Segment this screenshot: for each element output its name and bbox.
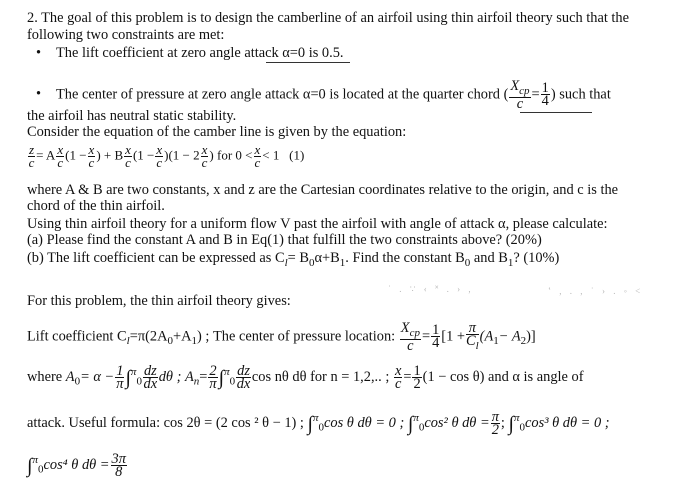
consider-line: Consider the equation of the camber line is given by the equation: — [27, 124, 407, 140]
xcp-fraction: $\frac{X_{cp}}{c}$ — [510, 78, 530, 112]
constraint-1-text: The lift coefficient at zero angle attack α=0 is 0.5. — [56, 45, 344, 61]
bullet-icon: • — [36, 86, 42, 103]
smudge-mark: ‛ , . , ˙ › . ◦ ˂ — [548, 286, 644, 296]
constraint-2: • The center of pressure at zero angle attack α=0 is located at the quarter chord ( $\frac{X_{cp}}{c}$ = $\frac{1}{4}$ ) such that — [36, 78, 611, 112]
constraint-1 — [36, 45, 344, 61]
bullet-icon: • — [36, 45, 42, 61]
part-b: (b) The lift coefficient can be expressed as $C_l= B_0\alpha+B_1$. Find the constant $B_0$ and $B_1$? (10%) — [27, 250, 560, 269]
constraint-2-text: The center of pressure at zero angle attack α=0 is located at the quarter chord ( — [56, 86, 509, 103]
underline-mark — [520, 112, 592, 113]
cos4-formula: ∫$^\pi_0$cos⁴ θ dθ = $\frac{3\pi}{8}$ — [27, 450, 126, 480]
where-line-2: chord of the thin airfoil. — [27, 198, 165, 214]
neutral-stability: the airfoil has neutral static stability. — [27, 108, 237, 124]
where-line-1: where A & B are two constants, x and z are the Cartesian coordinates relative to the origin, and c is the — [27, 182, 619, 198]
using-line: Using thin airfoil theory for a uniform flow V past the airfoil with angle of attack α, please calculate: — [27, 216, 608, 232]
underline-mark — [266, 62, 350, 63]
theory-header: For this problem, the thin airfoil theory gives: — [27, 293, 291, 309]
smudge-mark: ˙ . ∵ ‹ ˟ . › , — [388, 284, 474, 294]
part-a: (a) Please find the constant A and B in Eq(1) that fulfill the two constraints above? (20%) — [27, 232, 542, 248]
intro-line-2: following two constraints are met: — [27, 27, 225, 43]
useful-formulas: attack. Useful formula: cos 2θ = (2 cos ² θ − 1) ; ∫$^\pi_0$cos θ dθ = 0 ; ∫$^\pi_0$cos² θ dθ = $\frac{\pi}{2}$ ; ∫$^\pi_0$cos³ θ dθ = 0 ; — [27, 408, 610, 438]
coefficients-formula: where $A_0= \alpha$ − $\frac{1}{\pi}$ ∫$^\pi_0$ $\frac{dz}{dx}$ dθ ; $A_n=$ $\frac{2}{\pi}$ ∫$^\pi_0$ $\frac{dz}{dx}$ cos nθ dθ for n = 1,2,.. ; $\frac{x}{c}$ = $\frac{1}{2}$ (1 − cos θ) and α is angle of — [27, 362, 584, 392]
lift-coefficient-formula: Lift coefficient $C_l=\pi(2A_0+A_1)$ ; The center of pressure location: $\frac{X_{cp}}{c}$ = $\frac{1}{4}$ [1 + $\frac{\pi}{C_l}$ $(A_1- A_2)$] — [27, 320, 536, 354]
camber-equation: $\frac{z}{c}$ = A $\frac{x}{c}$ (1 − $\frac{x}{c}$ ) + B $\frac{x}{c}$ (1 − $\frac{x}{c}$ )(1 − 2 $\frac{x}{c}$ ) for 0 < $\frac{x}{c}$ < 1 (1) — [28, 142, 305, 170]
intro-line-1: 2. The goal of this problem is to design the camberline of an airfoil using thin airfoil theory such that the — [27, 10, 630, 26]
